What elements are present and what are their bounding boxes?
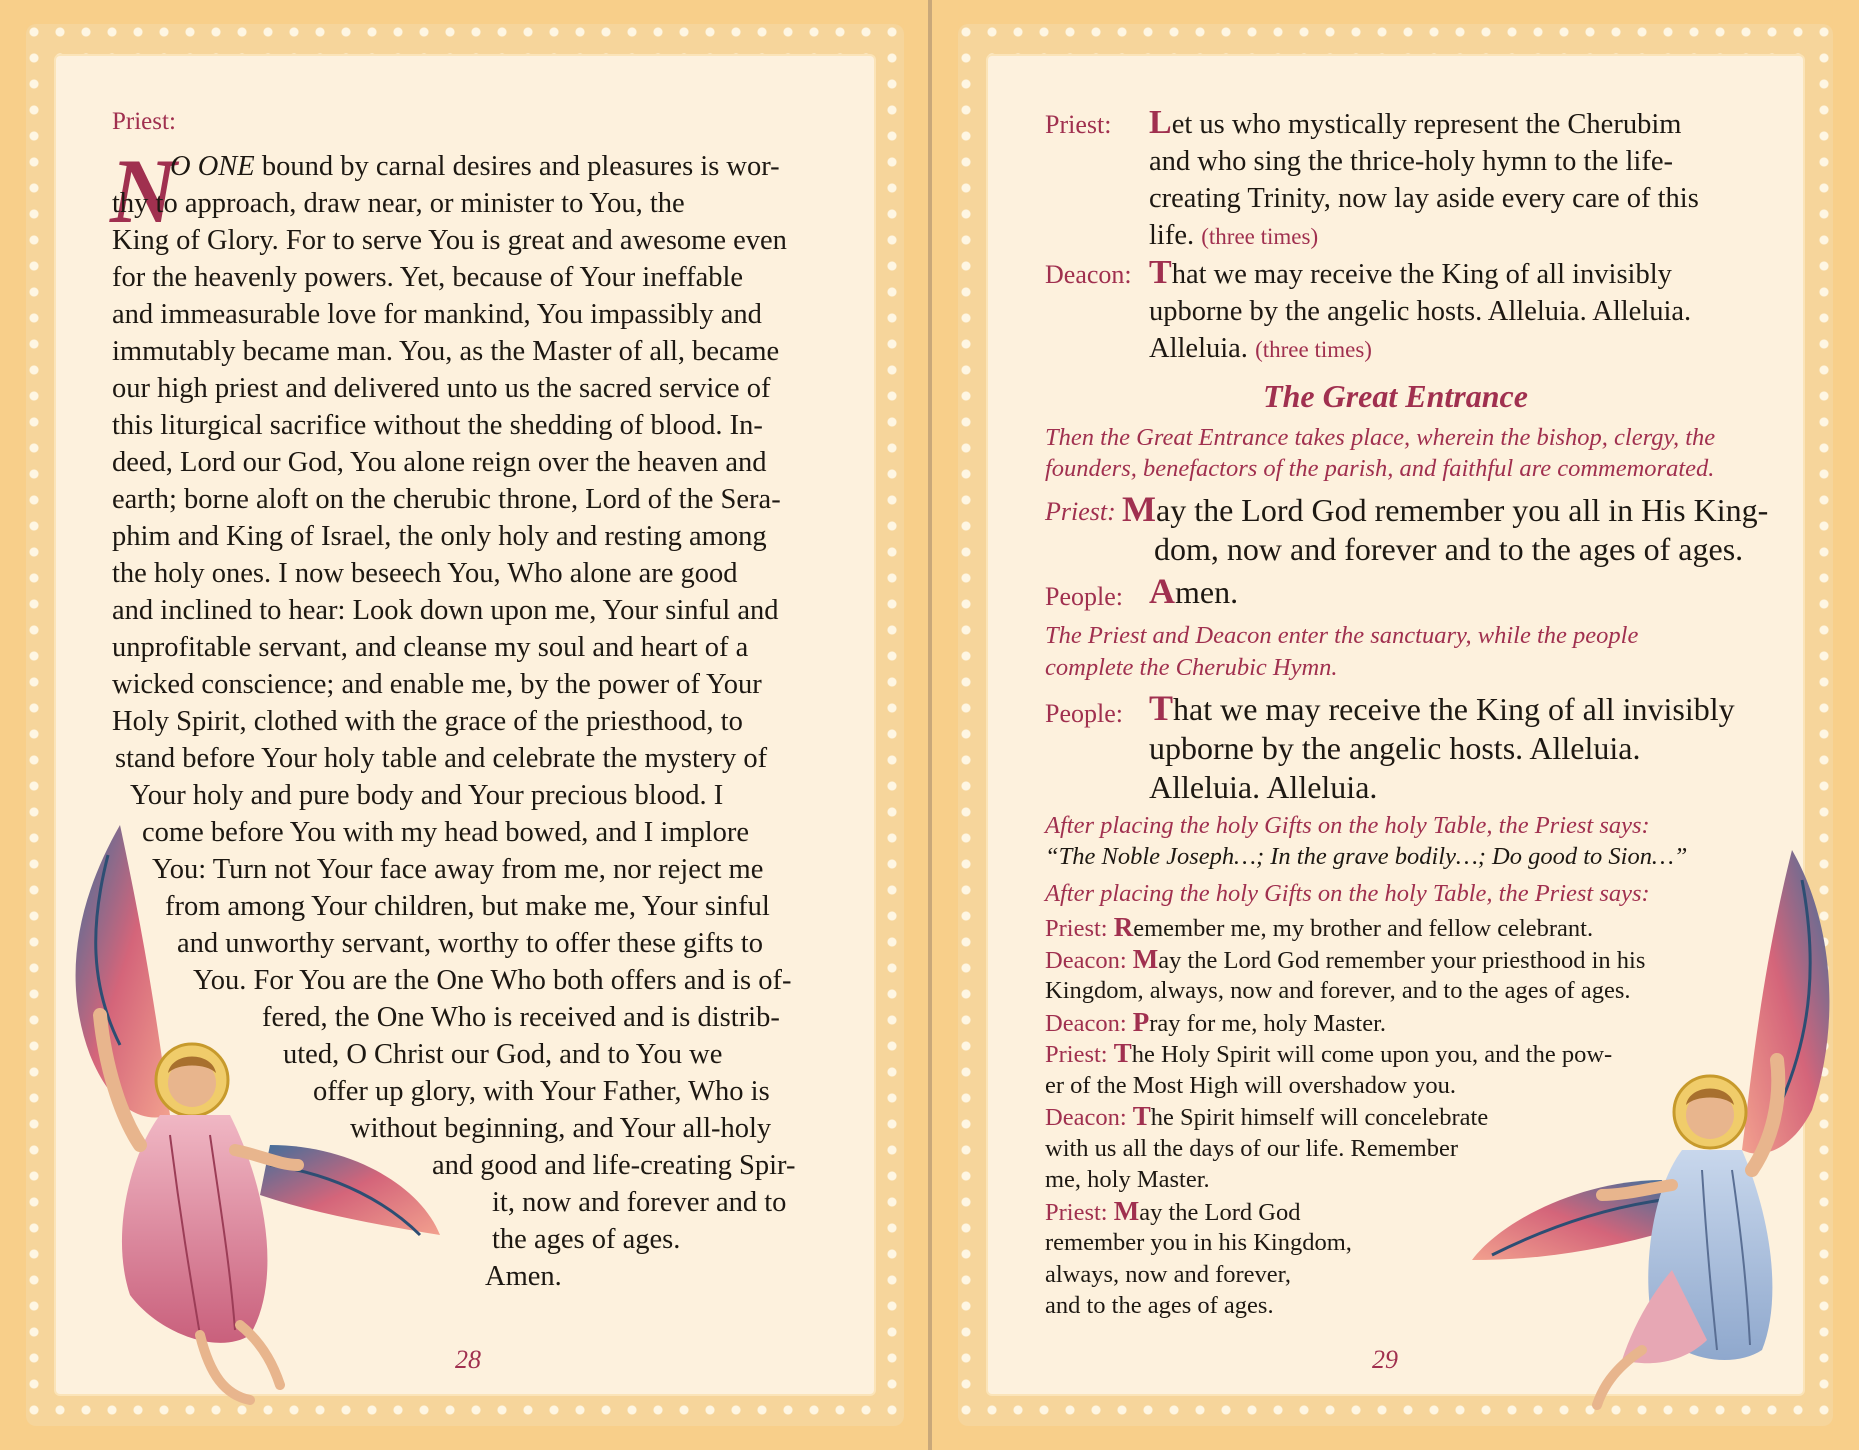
speaker-label: Priest: <box>1045 497 1116 526</box>
speaker-label: Priest: <box>1045 1198 1114 1226</box>
speaker-label: People: <box>1045 699 1123 728</box>
text-line: dom, now and forever and to the ages of ages. <box>1154 531 1744 567</box>
prayer-line: offer up glory, with Your Father, Who is <box>313 1076 770 1107</box>
first-line-rest: bound by carnal desires and pleasures is wor- <box>254 151 780 182</box>
right-page <box>932 0 1859 1450</box>
text-line: men. <box>1175 574 1239 610</box>
prayer-line: our high priest and delivered unto us the sacred service of <box>112 373 771 404</box>
text-line: hat we may receive the King of all invisibly <box>1171 259 1672 290</box>
prayer-line: You: Turn not Your face away from me, nor reject me <box>152 854 764 885</box>
text-line: ay the Lord God remember you all in His King- <box>1155 492 1769 528</box>
rubric-line: Then the Great Entrance takes place, wherein the bishop, clergy, the <box>1045 424 1716 451</box>
prayer-line: unprofitable servant, and cleanse my soul and heart of a <box>112 632 749 663</box>
prayer-line: for the heavenly powers. Yet, because of Your ineffable <box>112 262 744 293</box>
priest-remember-text <box>1122 490 1768 530</box>
initial-cap: T <box>1113 1038 1132 1068</box>
section-heading: The Great Entrance <box>1263 378 1528 414</box>
dialog-line: Deacon: May the Lord God remember your priesthood in his <box>1045 943 1646 974</box>
rubric-note: (three times) <box>1255 337 1372 362</box>
rubric: After placing the holy Gifts on the holy Table, the Priest says: <box>1045 812 1650 839</box>
dialog-line: and to the ages of ages. <box>1045 1292 1274 1319</box>
rubric-line: complete the Cherubic Hymn. <box>1045 654 1338 681</box>
text-line: and who sing the thrice-holy hymn to the life- <box>1149 146 1673 177</box>
prayer-line: and good and life-creating Spir- <box>432 1150 796 1181</box>
prayer-line: Amen. <box>485 1261 562 1292</box>
prayer-line: uted, O Christ our God, and to You we <box>283 1039 723 1070</box>
text-line: hat we may receive the King of all invisibly <box>1173 691 1735 727</box>
dialog-line: Priest: May the Lord God <box>1045 1195 1301 1226</box>
initial-cap: P <box>1132 1006 1150 1037</box>
hymn-quote: “The Noble Joseph…; In the grave bodily…; Do good to Sion…” <box>1045 843 1688 870</box>
dialog-line: always, now and forever, <box>1045 1260 1291 1288</box>
speaker-label: Priest: <box>112 108 176 135</box>
prayer-line: King of Glory. For to serve You is great and awesome even <box>112 225 787 256</box>
dialog-line: remember you in his Kingdom, <box>1045 1229 1352 1256</box>
text-line: Alleluia. Alleluia. <box>1149 769 1378 805</box>
initial-cap: M <box>1113 1195 1140 1226</box>
dialog-line: Priest: Remember me, my brother and fellow celebrant. <box>1045 912 1594 942</box>
prayer-line: without beginning, and Your all-holy <box>350 1113 772 1144</box>
text-line: Alleluia. <box>1149 333 1248 364</box>
prayer-line: wicked conscience; and enable me, by the power of Your <box>112 669 762 700</box>
speaker-label: Deacon: <box>1045 946 1133 974</box>
initial-cap: T <box>1132 1101 1151 1131</box>
prayer-line: thy to approach, draw near, or minister to You, the <box>112 188 685 219</box>
prayer-line: and immeasurable love for mankind, You impassibly and <box>112 299 762 330</box>
first-line <box>170 148 780 185</box>
rubric: After placing the holy Gifts on the holy Table, the Priest says: <box>1045 880 1650 907</box>
speaker-label: Priest: <box>1045 110 1112 139</box>
page-number: 29 <box>1372 1345 1398 1374</box>
text-line: upborne by the angelic hosts. Alleluia. Alleluia. <box>1149 296 1692 327</box>
speaker-label: Deacon: <box>1045 1009 1133 1037</box>
deacon-king-text <box>1149 254 1691 368</box>
text-line: life. <box>1149 220 1195 251</box>
prayer-line: You. For You are the One Who both offers and is of- <box>193 965 792 996</box>
priest-cherubim-text <box>1149 104 1699 255</box>
speaker-label: People: <box>1045 582 1123 611</box>
prayer-line: and inclined to hear: Look down upon me, Your sinful and <box>112 595 779 626</box>
dialog-line: Kingdom, always, now and forever, and to the ages of ages. <box>1045 977 1631 1004</box>
prayer-line: stand before Your holy table and celebrate the mystery of <box>115 743 768 774</box>
rubric-line: founders, benefactors of the parish, and faithful are commemorated. <box>1045 455 1715 482</box>
speaker-label: Deacon: <box>1045 1104 1133 1131</box>
text-line: et us who mystically represent the Cherubim <box>1171 109 1682 140</box>
prayer-line: fered, the One Who is received and is distrib- <box>262 1002 780 1033</box>
initial-cap: T <box>1149 254 1172 291</box>
prayer-line: it, now and forever and to <box>492 1187 787 1218</box>
people-amen-text <box>1149 572 1238 612</box>
initial-cap: L <box>1149 104 1172 141</box>
initial-cap: M <box>1122 489 1156 529</box>
initial-cap: R <box>1113 912 1134 942</box>
dialog-line: me, holy Master. <box>1045 1166 1210 1193</box>
first-words: O ONE <box>170 151 255 182</box>
initial-cap: T <box>1149 688 1174 728</box>
rubric-line: The Priest and Deacon enter the sanctuary, while the people <box>1045 622 1639 649</box>
dialog-line: with us all the days of our life. Remember <box>1045 1134 1458 1162</box>
text-line: creating Trinity, now lay aside every care of this <box>1149 183 1699 214</box>
rubric-note: (three times) <box>1201 224 1319 249</box>
prayer-line: from among Your children, but make me, Your sinful <box>165 891 770 922</box>
initial-cap: A <box>1149 571 1175 611</box>
prayer-line: this liturgical sacrifice without the shedding of blood. In- <box>112 410 763 441</box>
prayer-line: the ages of ages. <box>492 1224 681 1255</box>
angel-left-icon <box>50 815 440 1405</box>
prayer-line: the holy ones. I now beseech You, Who alone are good <box>112 558 738 589</box>
prayer-line: immutably became man. You, as the Master of all, became <box>112 336 780 367</box>
prayer-line: come before You with my head bowed, and I implore <box>142 817 750 848</box>
dialog-line: Deacon: Pray for me, holy Master. <box>1045 1006 1387 1037</box>
prayer-line: Holy Spirit, clothed with the grace of the priesthood, to <box>112 706 743 737</box>
speaker-label: Priest: <box>1045 1041 1114 1068</box>
dialog-line: Priest: The Holy Spirit will come upon you, and the pow- <box>1045 1038 1613 1068</box>
speaker-label: Deacon: <box>1045 260 1132 289</box>
rubric <box>1045 422 1715 484</box>
people-king-text <box>1149 689 1735 807</box>
dialog-line: Deacon: The Spirit himself will concelebrate <box>1045 1101 1489 1131</box>
page-number: 28 <box>455 1345 481 1374</box>
initial-cap: M <box>1132 943 1159 974</box>
prayer-line: earth; borne aloft on the cherubic throne, Lord of the Sera- <box>112 484 781 515</box>
prayer-line: phim and King of Israel, the only holy and resting among <box>112 521 767 552</box>
prayer-line: deed, Lord our God, You alone reign over the heaven and <box>112 447 767 478</box>
dialog-line: er of the Most High will overshadow you. <box>1045 1071 1456 1099</box>
drop-cap: N <box>110 140 177 242</box>
priest-remember-text-continued <box>1122 530 1743 569</box>
speaker-label: Priest: <box>1045 915 1114 942</box>
prayer-line: Your holy and pure body and Your precious blood. I <box>130 780 724 811</box>
rubric <box>1045 620 1638 684</box>
prayer-line: and unworthy servant, worthy to offer these gifts to <box>177 928 763 959</box>
text-line: upborne by the angelic hosts. Alleluia. <box>1149 730 1641 766</box>
